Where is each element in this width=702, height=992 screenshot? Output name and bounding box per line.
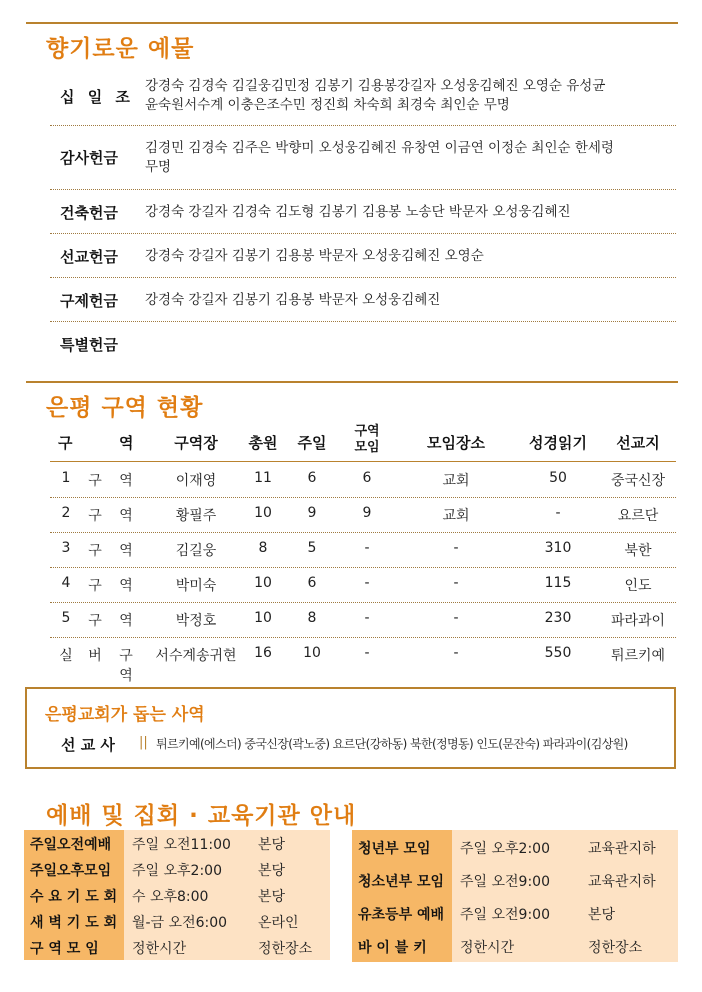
- separator: ||: [139, 735, 148, 750]
- cell-sunday: 9: [307, 505, 317, 521]
- service-name: 유초등부 예배: [358, 906, 445, 923]
- offering-names: [145, 139, 665, 177]
- cell-mission: 북한: [624, 543, 652, 559]
- cell-total: 11: [254, 470, 272, 486]
- offering-names-line: 무명: [145, 159, 172, 175]
- offering-label: 선교헌금: [60, 248, 118, 266]
- missionary-label: 선 교 사: [61, 736, 115, 754]
- divider: [50, 321, 676, 322]
- header-meeting: [348, 424, 386, 456]
- offering-names-line: 김경민 김경숙 김주은 박향미 오성웅김혜진 유창연 이금연 이정순 최인순 한세령: [145, 140, 614, 156]
- service-place: 교육관지하: [588, 840, 656, 857]
- cell-place: -: [453, 610, 459, 626]
- row-divider: [50, 602, 676, 603]
- cell-sunday: 6: [307, 470, 317, 486]
- cell-sunday: 6: [307, 575, 317, 591]
- service-place: 본당: [258, 837, 286, 853]
- service-time: 수 오후8:00: [132, 889, 209, 905]
- cell-place: -: [453, 575, 459, 591]
- cell-place: -: [453, 645, 459, 661]
- cell-bible: 310: [544, 540, 572, 556]
- cell-total: 10: [254, 505, 272, 521]
- cell-num: 1: [61, 470, 71, 486]
- header-meeting-line: 모임: [354, 440, 380, 455]
- cell-sunday: 8: [307, 610, 317, 626]
- service-place: 교육관지하: [588, 873, 656, 890]
- cell-bible: 115: [544, 575, 572, 591]
- service-name: 주일오후모임: [30, 863, 112, 879]
- header-yeok: 역: [119, 434, 134, 452]
- cell-bible: 50: [549, 470, 567, 486]
- row-divider: [50, 637, 676, 638]
- offering-names-line: 윤숙원서수계 이충은조수민 정진희 차숙희 최경숙 최인순 무명: [145, 97, 510, 113]
- cell-total: 8: [258, 540, 268, 556]
- cell-g: 구: [88, 543, 102, 559]
- services-title: 예배 및 집회 · 교육기관 안내: [46, 803, 357, 829]
- divider: [50, 189, 676, 190]
- cell-y: 역: [119, 613, 133, 629]
- cell-bible: 230: [544, 610, 572, 626]
- offering-label: 감사헌금: [60, 149, 118, 167]
- cell-g: 구: [88, 508, 102, 524]
- cell-leader: 김길웅: [175, 543, 217, 559]
- offering-label: 십 일 조: [60, 88, 134, 106]
- service-name: 구 역 모 임: [30, 941, 99, 957]
- districts-title: 은평 구역 현황: [46, 395, 204, 421]
- cell-place: 교회: [442, 508, 470, 524]
- offering-names-line: 강경숙 김경숙 김길웅김민정 김봉기 김용봉강길자 오성웅김혜진 오영순 유성균: [145, 78, 606, 94]
- header-bible: 성경읽기: [529, 434, 587, 452]
- cell-mission: 파라과이: [610, 613, 666, 629]
- service-place: 정한장소: [588, 939, 643, 956]
- cell-sunday: 10: [303, 645, 321, 661]
- top-rule: [26, 22, 678, 24]
- cell-num: 실: [59, 648, 73, 664]
- cell-num: 3: [61, 540, 71, 556]
- header-gu: 구: [58, 434, 73, 452]
- service-name: 새 벽 기 도 회: [30, 915, 118, 931]
- cell-g: 버: [88, 648, 102, 664]
- divider: [50, 125, 676, 126]
- cell-total: 10: [254, 610, 272, 626]
- offering-names: 강경숙 강길자 김봉기 김용봉 박문자 오성웅김혜진 오영순: [145, 248, 484, 264]
- table-header-rule: [50, 461, 676, 462]
- service-name: 수 요 기 도 회: [30, 889, 118, 905]
- offering-names: 강경숙 강길자 김경숙 김도형 김봉기 김용봉 노송단 박문자 오성웅김혜진: [145, 204, 571, 220]
- offering-label: 구제헌금: [60, 292, 118, 310]
- cell-total: 16: [254, 645, 272, 661]
- cell-g: 구: [88, 613, 102, 629]
- service-name: 청년부 모임: [358, 840, 431, 857]
- cell-y: 역: [119, 578, 133, 594]
- row-divider: [50, 532, 676, 533]
- header-sunday: 주일: [297, 434, 327, 452]
- cell-bible: -: [555, 505, 561, 521]
- cell-place: -: [453, 540, 459, 556]
- header-meeting-line: 구역: [354, 424, 380, 439]
- service-place: 정한장소: [258, 941, 313, 957]
- cell-num: 5: [61, 610, 71, 626]
- service-name: 주일오전예배: [30, 837, 112, 853]
- missionary-list: 튀르키예(에스더) 중국신장(곽노중) 요르단(강하동) 북한(정명동) 인도(문잔숙) 파라과이(김상원): [156, 737, 628, 751]
- cell-y: 역: [119, 508, 133, 524]
- cell-leader: 황필주: [175, 508, 217, 524]
- header-leader: 구역장: [174, 434, 218, 452]
- cell-sunday: 5: [307, 540, 317, 556]
- cell-g: 구: [88, 473, 102, 489]
- service-place: 온라인: [258, 915, 299, 931]
- divider: [50, 277, 676, 278]
- cell-num: 2: [61, 505, 71, 521]
- service-time: 월-금 오전6:00: [132, 915, 228, 931]
- service-place: 본당: [258, 889, 286, 905]
- service-time: 주일 오전9:00: [460, 906, 550, 923]
- cell-mission: 요르단: [617, 508, 659, 524]
- cell-meet: 9: [362, 505, 372, 521]
- offering-names: 강경숙 강길자 김봉기 김용봉 박문자 오성웅김혜진: [145, 292, 441, 308]
- offering-label: 특별헌금: [60, 336, 118, 354]
- cell-mission: 튀르키예: [610, 648, 666, 664]
- offering-label: 건축헌금: [60, 204, 118, 222]
- service-time: 주일 오후2:00: [460, 840, 550, 857]
- section-rule: [26, 381, 678, 383]
- cell-leader: 박정호: [175, 613, 217, 629]
- cell-leader: 이재영: [175, 473, 217, 489]
- divider: [50, 233, 676, 234]
- cell-mission: 인도: [624, 578, 652, 594]
- row-divider: [50, 567, 676, 568]
- service-name: 바 이 블 키: [358, 939, 427, 956]
- cell-y: 구 역: [119, 648, 133, 684]
- service-time: 정한시간: [132, 941, 187, 957]
- cell-meet: 6: [362, 470, 372, 486]
- service-place: 본당: [588, 906, 616, 923]
- cell-total: 10: [254, 575, 272, 591]
- cell-num: 4: [61, 575, 71, 591]
- service-time: 정한시간: [460, 939, 515, 956]
- cell-g: 구: [88, 578, 102, 594]
- cell-leader: 박미숙: [175, 578, 217, 594]
- service-time: 주일 오후2:00: [132, 863, 222, 879]
- cell-mission: 중국신장: [610, 473, 666, 489]
- service-time: 주일 오전9:00: [460, 873, 550, 890]
- offering-names: [145, 77, 665, 115]
- cell-meet: -: [364, 645, 370, 661]
- header-place: 모임장소: [427, 434, 485, 452]
- row-divider: [50, 497, 676, 498]
- cell-meet: -: [364, 610, 370, 626]
- service-name: 청소년부 모임: [358, 873, 445, 890]
- cell-meet: -: [364, 575, 370, 591]
- service-place: 본당: [258, 863, 286, 879]
- mission-box-title: 은평교회가 돕는 사역: [45, 705, 205, 725]
- cell-y: 역: [119, 543, 133, 559]
- cell-place: 교회: [442, 473, 470, 489]
- service-time: 주일 오전11:00: [132, 837, 231, 853]
- header-mission: 선교지: [616, 434, 660, 452]
- cell-bible: 550: [544, 645, 572, 661]
- cell-meet: -: [364, 540, 370, 556]
- cell-y: 역: [119, 473, 133, 489]
- offerings-title: 향기로운 예물: [46, 36, 195, 62]
- header-total: 총원: [248, 434, 278, 452]
- cell-leader: 서수계송귀현: [155, 648, 237, 664]
